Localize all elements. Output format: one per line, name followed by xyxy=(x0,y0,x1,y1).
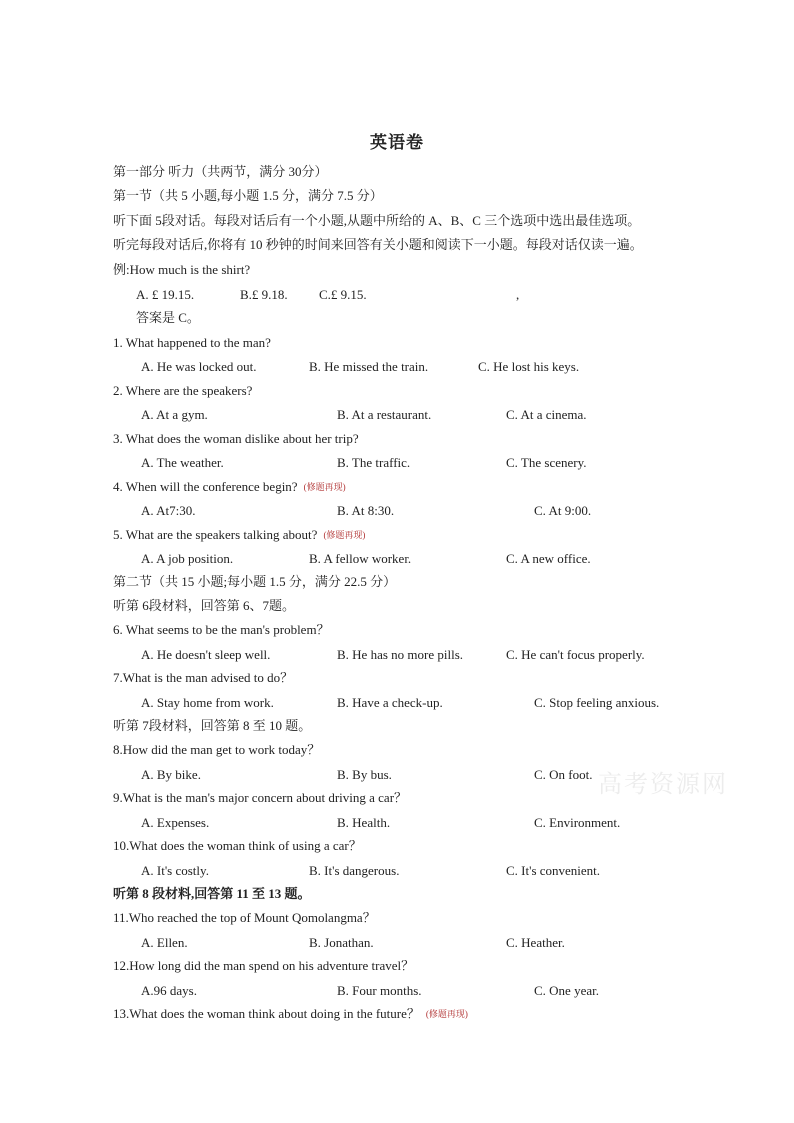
example-comma: , xyxy=(516,287,520,302)
q12-option-c: C. One year. xyxy=(534,983,599,998)
q1-option-b: B. He missed the train. xyxy=(309,359,429,374)
material-7-heading: 听第 7段材料，回答第 8 至 10 题。 xyxy=(113,718,312,733)
q8-option-c: C. On foot. xyxy=(534,767,593,782)
q4-option-c: C. At 9:00. xyxy=(534,503,592,518)
q10-option-a: A. It's costly. xyxy=(141,863,209,878)
q10-option-b: B. It's dangerous. xyxy=(309,863,400,878)
q2-option-c: C. At a cinema. xyxy=(506,407,587,422)
question-10: 10.What does the woman think of using a car？ xyxy=(113,838,362,853)
q11-option-c: C. Heather. xyxy=(506,935,565,950)
q7-option-c: C. Stop feeling anxious. xyxy=(534,695,660,710)
q6-option-c: C. He can't focus properly. xyxy=(506,647,645,662)
question-5: 5. What are the speakers talking about? (修题再现) xyxy=(113,527,366,542)
question-11: 11.Who reached the top of Mount Qomolangma？ xyxy=(113,910,376,925)
question-7: 7.What is the man advised to do？ xyxy=(113,670,294,685)
q2-option-b: B. At a restaurant. xyxy=(337,407,432,422)
q4-option-a: A. At7:30. xyxy=(141,503,196,518)
q4-option-b: B. At 8:30. xyxy=(337,503,395,518)
q7-option-b: B. Have a check-up. xyxy=(337,695,443,710)
q9-option-c: C. Environment. xyxy=(534,815,621,830)
question-13: 13.What does the woman think about doing in the future？ (修题再现) xyxy=(113,1006,468,1021)
example-option-a: A. £ 19.15. xyxy=(136,287,195,302)
section2-heading: 第二节（共 15 小题;每小题 1.5 分，满分 22.5 分） xyxy=(113,574,397,589)
q10-option-c: C. It's convenient. xyxy=(506,863,601,878)
question-4: 4. When will the conference begin? (修题再现) xyxy=(113,479,346,494)
q9-option-b: B. Health. xyxy=(337,815,391,830)
instructions-line-1: 听下面 5段对话。每段对话后有一个小题,从题中所给的 A、B、C 三个选项中选出最佳选项。 xyxy=(113,213,641,228)
example-option-b: B.£ 9.18. xyxy=(240,287,288,302)
question-8: 8.How did the man get to work today？ xyxy=(113,742,321,757)
q9-option-a: A. Expenses. xyxy=(141,815,210,830)
material-6-heading: 听第 6段材料，回答第 6、7题。 xyxy=(113,598,296,613)
q12-option-a: A.96 days. xyxy=(141,983,197,998)
q8-option-b: B. By bus. xyxy=(337,767,392,782)
q7-option-a: A. Stay home from work. xyxy=(141,695,274,710)
watermark: 高考资源网 xyxy=(598,770,728,798)
question-1: 1. What happened to the man? xyxy=(113,335,271,350)
q11-option-a: A. Ellen. xyxy=(141,935,188,950)
repeat-tag: (修题再现) xyxy=(425,1009,468,1019)
example-question: 例:How much is the shirt? xyxy=(113,262,251,277)
question-6: 6. What seems to be the man's problem？ xyxy=(113,622,330,637)
q6-option-b: B. He has no more pills. xyxy=(337,647,464,662)
question-9: 9.What is the man's major concern about driving a car？ xyxy=(113,790,408,805)
q5-option-b: B. A fellow worker. xyxy=(309,551,412,566)
part-heading: 第一部分 听力（共两节，满分 30分） xyxy=(113,164,328,179)
page-title: 英语卷 xyxy=(370,133,424,152)
repeat-tag: (修题再现) xyxy=(303,482,346,492)
q12-option-b: B. Four months. xyxy=(337,983,422,998)
q1-option-a: A. He was locked out. xyxy=(141,359,257,374)
material-8-heading: 听第 8 段材料,回答第 11 至 13 题。 xyxy=(113,886,311,901)
question-2: 2. Where are the speakers? xyxy=(113,383,253,398)
example-answer: 答案是 C。 xyxy=(136,310,200,325)
q11-option-b: B. Jonathan. xyxy=(309,935,374,950)
example-option-c: C.£ 9.15. xyxy=(319,287,367,302)
q6-option-a: A. He doesn't sleep well. xyxy=(141,647,271,662)
section1-heading: 第一节（共 5 小题,每小题 1.5 分，满分 7.5 分） xyxy=(113,188,383,203)
q1-option-c: C. He lost his keys. xyxy=(478,359,580,374)
q5-option-a: A. A job position. xyxy=(141,551,234,566)
question-3: 3. What does the woman dislike about her trip? xyxy=(113,431,359,446)
q3-option-c: C. The scenery. xyxy=(506,455,587,470)
question-12: 12.How long did the man spend on his adventure travel？ xyxy=(113,958,415,973)
q2-option-a: A. At a gym. xyxy=(141,407,208,422)
q8-option-a: A. By bike. xyxy=(141,767,201,782)
repeat-tag: (修题再现) xyxy=(323,530,366,540)
q5-option-c: C. A new office. xyxy=(506,551,591,566)
instructions-line-2: 听完每段对话后,你将有 10 秒钟的时间来回答有关小题和阅读下一小题。每段对话仅读一遍。 xyxy=(113,237,643,252)
q3-option-a: A. The weather. xyxy=(141,455,224,470)
q3-option-b: B. The traffic. xyxy=(337,455,411,470)
